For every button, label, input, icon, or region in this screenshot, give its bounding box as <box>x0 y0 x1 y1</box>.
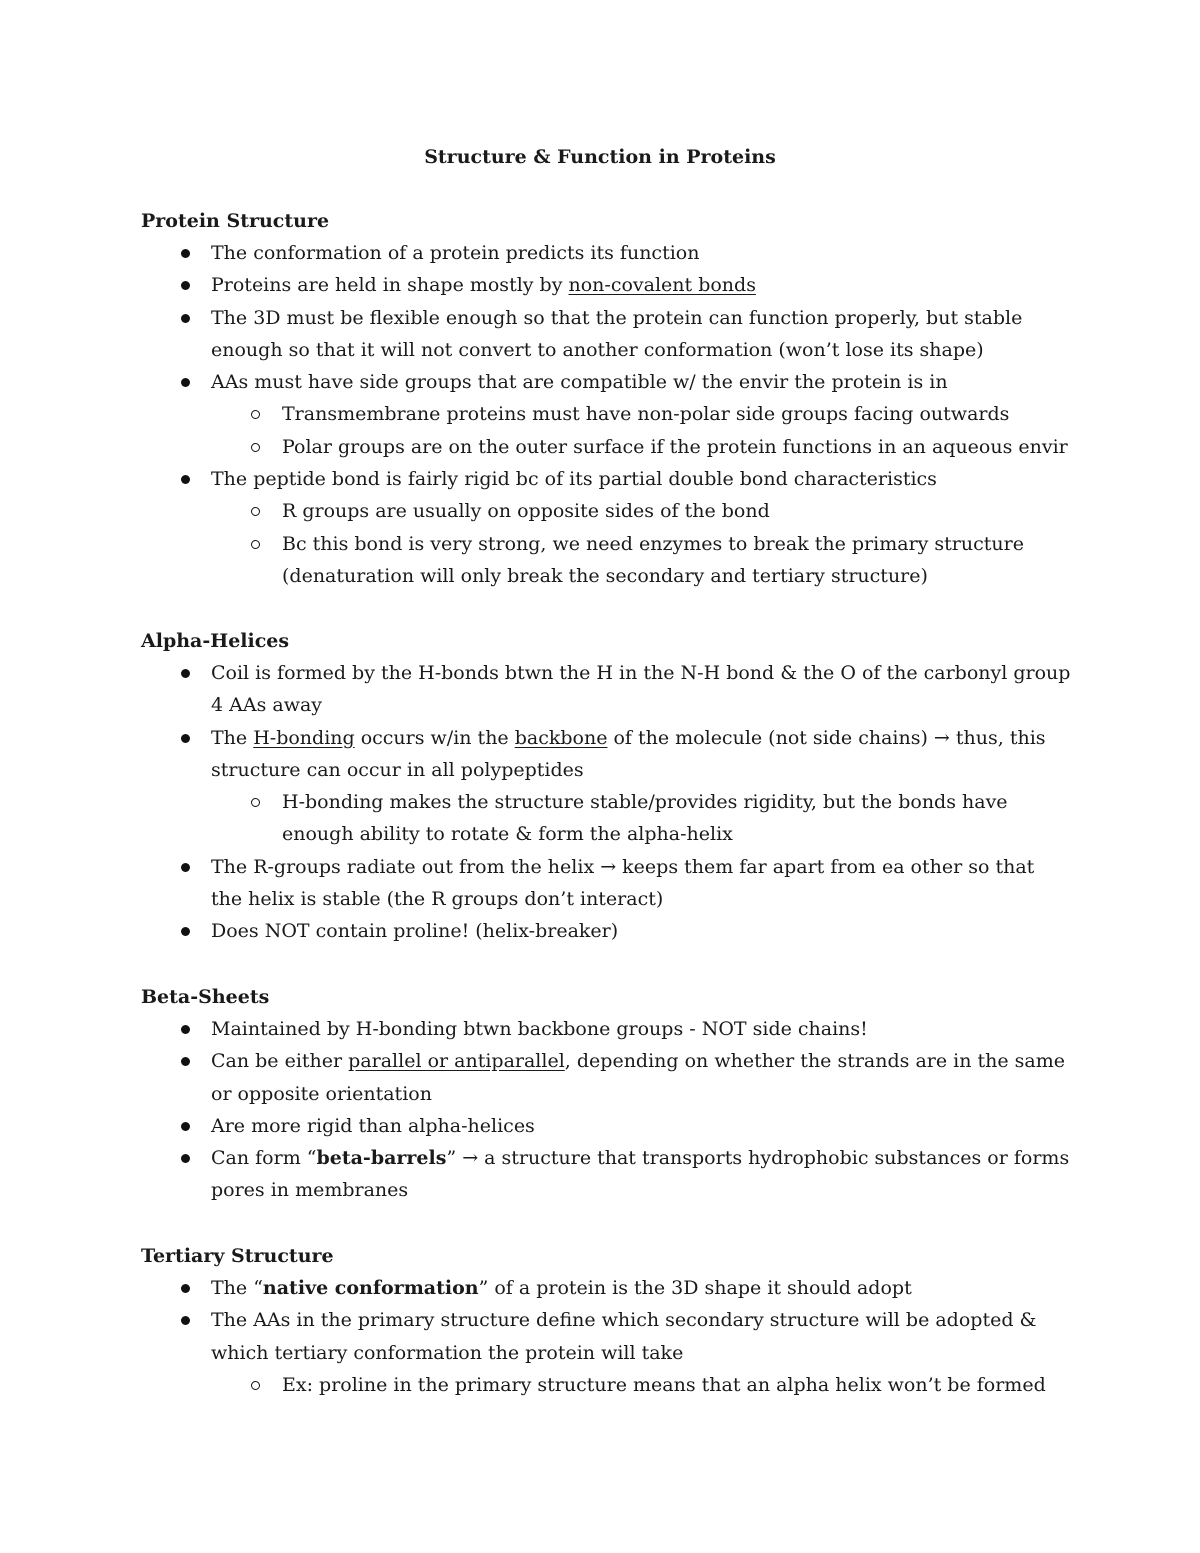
list-item <box>141 1304 1071 1369</box>
bullet-dot-icon <box>181 281 190 290</box>
item-text: The “ <box>211 1277 263 1299</box>
bullet-dot-icon <box>181 475 190 484</box>
list-item <box>141 1272 1071 1304</box>
section-beta-sheets <box>141 981 1071 1207</box>
bold-term: beta-barrels <box>316 1147 447 1170</box>
item-text: The <box>211 726 254 749</box>
item-text: Coil is formed by the H-bonds btwn the H in the N-H bond & the O of the carbonyl group 4 AAs away <box>211 662 1071 717</box>
bullet-dot-icon <box>181 1154 190 1163</box>
bullet-circle-icon <box>251 443 260 452</box>
sub-list-item <box>141 528 1071 593</box>
item-text: The AAs in the primary structure define which secondary structure will be adopted & which tertiary conformation the protein will take <box>211 1309 1037 1364</box>
underlined-term: backbone <box>514 726 608 749</box>
bullet-circle-icon <box>251 798 260 807</box>
list-item <box>141 657 1071 722</box>
list-item <box>141 1013 1071 1045</box>
item-text: The 3D must be flexible enough so that the protein can function properly, but stable enough so that it will not convert to another conformation (won’t lose its shape) <box>211 306 1023 361</box>
bullet-dot-icon <box>181 314 190 323</box>
list-item <box>141 1142 1071 1207</box>
section-alpha-helices <box>141 625 1071 948</box>
section-heading: Tertiary Structure <box>141 1245 334 1267</box>
bullet-circle-icon <box>251 507 260 516</box>
document-title: Structure & Function in Proteins <box>424 146 776 168</box>
item-text: occurs w/in the <box>354 726 515 749</box>
item-text: Transmembrane proteins must have non-polar side groups facing outwards <box>282 403 1010 426</box>
bullet-dot-icon <box>181 734 190 743</box>
bold-term: native conformation <box>262 1277 479 1299</box>
item-text: Can form “ <box>211 1147 317 1170</box>
item-text: AAs must have side groups that are compatible w/ the envir the protein is in <box>211 371 948 394</box>
item-text: H-bonding makes the structure stable/provides rigidity, but the bonds have enough ability to rotate & form the alpha-helix <box>282 791 1008 846</box>
list-item <box>141 366 1071 398</box>
bullet-circle-icon <box>251 540 260 549</box>
bullet-dot-icon <box>181 669 190 678</box>
bullet-circle-icon <box>251 410 260 419</box>
section-heading: Alpha-Helices <box>141 630 290 652</box>
sub-list-item <box>141 431 1071 463</box>
list-item <box>141 722 1071 787</box>
underlined-term: H-bonding <box>253 726 355 749</box>
item-text: The peptide bond is fairly rigid bc of its partial double bond characteristics <box>211 468 937 491</box>
item-text: ” of a protein is the 3D shape it should adopt <box>478 1277 912 1299</box>
item-text: Can be either <box>211 1050 349 1073</box>
list-item <box>141 237 1071 269</box>
item-text: The R-groups radiate out from the helix → keeps them far apart from ea other so that the helix is stable (the R groups don’t interact) <box>211 855 1035 911</box>
bullet-dot-icon <box>181 1316 190 1325</box>
item-text: Maintained by H-bonding btwn backbone groups - NOT side chains! <box>211 1018 868 1040</box>
item-text: Bc this bond is very strong, we need enzymes to break the primary structure (denaturation will only break the secondary and tertiary structure) <box>282 532 1024 587</box>
sub-list-item <box>141 495 1071 527</box>
item-text: The conformation of a protein predicts its function <box>211 242 700 264</box>
bullet-dot-icon <box>181 927 190 936</box>
section-tertiary-structure <box>141 1240 1071 1401</box>
bullet-dot-icon <box>181 1057 190 1066</box>
section-heading: Beta-Sheets <box>141 986 270 1008</box>
bullet-dot-icon <box>181 378 190 387</box>
bullet-list <box>141 1013 1071 1207</box>
sub-list-item <box>141 786 1071 851</box>
bullet-list <box>141 657 1071 948</box>
list-item <box>141 1045 1071 1110</box>
item-text: Does NOT contain proline! (helix-breaker) <box>211 920 619 943</box>
item-text: of the molecule (not side chains) → thus, this structure can occur in all polypeptides <box>211 726 1046 781</box>
bullet-dot-icon <box>181 863 190 872</box>
item-text: Are more rigid than alpha-helices <box>211 1114 535 1137</box>
item-text: Proteins are held in shape mostly by <box>211 274 569 297</box>
sub-list-item <box>141 398 1071 430</box>
list-item <box>141 463 1071 495</box>
sub-list-item <box>141 1369 1071 1401</box>
bullet-list <box>141 237 1071 592</box>
underlined-term: non-covalent bonds <box>568 274 756 297</box>
bullet-dot-icon <box>181 1284 190 1293</box>
underlined-term: parallel or antiparallel <box>348 1050 565 1073</box>
section-protein-structure <box>141 205 1071 592</box>
list-item <box>141 851 1071 916</box>
bullet-dot-icon <box>181 1025 190 1034</box>
section-heading: Protein Structure <box>141 210 330 232</box>
list-item <box>141 915 1071 947</box>
bullet-dot-icon <box>181 249 190 258</box>
list-item <box>141 269 1071 301</box>
item-text: ” → a structure that transports hydrophobic substances or forms pores in membranes <box>211 1147 1070 1202</box>
bullet-circle-icon <box>251 1381 260 1390</box>
list-item <box>141 302 1071 367</box>
item-text: Polar groups are on the outer surface if the protein functions in an aqueous envir <box>282 435 1068 458</box>
list-item <box>141 1110 1071 1142</box>
item-text: R groups are usually on opposite sides of the bond <box>282 500 770 523</box>
item-text: , depending on whether the strands are in the same or opposite orientation <box>211 1050 1065 1105</box>
bullet-dot-icon <box>181 1122 190 1131</box>
item-text: Ex: proline in the primary structure means that an alpha helix won’t be formed <box>282 1373 1046 1396</box>
bullet-list <box>141 1272 1071 1401</box>
